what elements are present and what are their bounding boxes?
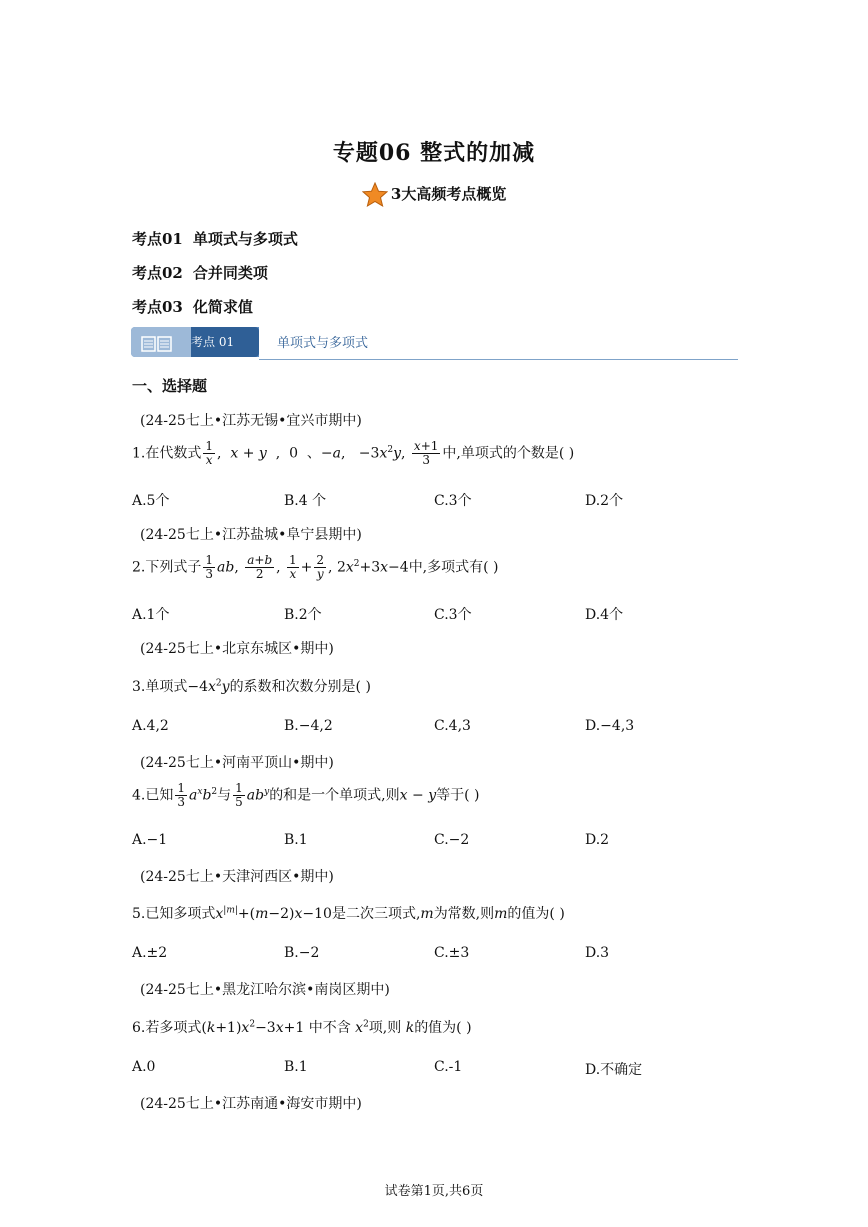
option-c[interactable]: C.3个 — [434, 607, 472, 623]
option-a[interactable]: A.0 — [132, 1059, 156, 1075]
option-a[interactable]: A.1个 — [132, 607, 170, 623]
star-icon — [362, 182, 388, 208]
question-source: (24-25七上•天津河西区•期中) — [140, 869, 334, 885]
question-source: (24-25七上•江苏盐城•阜宁县期中) — [140, 527, 362, 543]
option-b[interactable]: B.2个 — [284, 607, 322, 623]
option-a[interactable]: A.4,2 — [132, 718, 169, 734]
option-c[interactable]: C.-1 — [434, 1059, 463, 1075]
option-c[interactable]: C.4,3 — [434, 718, 471, 734]
section-heading: 一、选择题 — [132, 377, 208, 395]
option-c[interactable]: C.±3 — [434, 945, 470, 961]
option-d[interactable]: D.2个 — [585, 493, 624, 509]
question-2: 2.下列式子 $\frac{1}{3}$ ab, $\frac{a+b}{2}$ , $\frac{1}{x}$ + $\frac{2}{y}$ , $2x^2+3x-4$中,多项式有( ) — [132, 553, 499, 581]
question-3: 3.单项式$-4x^2y$的系数和次数分别是( ) — [132, 678, 371, 695]
question-4: 4.已知 $\frac{1}{3}$ $a^xb^2$与 $\frac{1}{5}$ $ab^y$的和是一个单项式,则x − y等于( ) — [132, 781, 480, 809]
section-banner — [131, 326, 738, 360]
option-b[interactable]: B.4 个 — [284, 493, 327, 509]
page-title: 专题06 整式的加减 — [332, 140, 536, 166]
question-1: 1.在代数式 $\frac{1}{x}$ , x + y , 0 、−a, $-3x^2y$, $\frac{x+1}{3}$ 中,单项式的个数是( ) — [132, 439, 575, 467]
question-source: (24-25七上•黑龙江哈尔滨•南岗区期中) — [140, 982, 390, 998]
kaodian-2: 考点02 合并同类项 — [132, 264, 268, 282]
question-5: 5.已知多项式$x^{|m|}+(m-2)x-10$是二次三项式,m为常数,则m的值为( ) — [132, 905, 565, 922]
option-d[interactable]: D.3 — [585, 945, 610, 961]
question-6: 6.若多项式$(k+1)x^2-3x+1$ 中不含 $x^2$项,则 k的值为( ) — [132, 1019, 472, 1036]
page-footer: 试卷第1页,共6页 — [384, 1184, 484, 1199]
book-icon — [141, 336, 173, 352]
option-a[interactable]: A.±2 — [132, 945, 168, 961]
question-source: (24-25七上•河南平顶山•期中) — [140, 755, 334, 771]
question-source: (24-25七上•北京东城区•期中) — [140, 641, 334, 657]
option-b[interactable]: B.−4,2 — [284, 718, 333, 734]
option-c[interactable]: C.3个 — [434, 493, 472, 509]
option-a[interactable]: A.5个 — [132, 493, 170, 509]
option-a[interactable]: A.−1 — [132, 832, 168, 848]
kaodian-3: 考点03 化简求值 — [132, 298, 253, 316]
option-b[interactable]: B.1 — [284, 1059, 308, 1075]
option-d[interactable]: D.不确定 — [585, 1062, 643, 1078]
kaodian-1: 考点01 单项式与多项式 — [132, 230, 298, 248]
question-source: (24-25七上•江苏南通•海安市期中) — [140, 1096, 362, 1112]
banner-number: 考点 01 — [191, 335, 235, 349]
option-b[interactable]: B.−2 — [284, 945, 320, 961]
subtitle — [0, 182, 868, 208]
option-b[interactable]: B.1 — [284, 832, 308, 848]
question-source: (24-25七上•江苏无锡•宜兴市期中) — [140, 413, 362, 429]
option-d[interactable]: D.−4,3 — [585, 718, 635, 734]
subtitle-text: 3大高频考点概览 — [390, 185, 507, 203]
option-c[interactable]: C.−2 — [434, 832, 470, 848]
option-d[interactable]: D.2 — [585, 832, 610, 848]
option-d[interactable]: D.4个 — [585, 607, 624, 623]
banner-text: 单项式与多项式 — [277, 336, 369, 351]
